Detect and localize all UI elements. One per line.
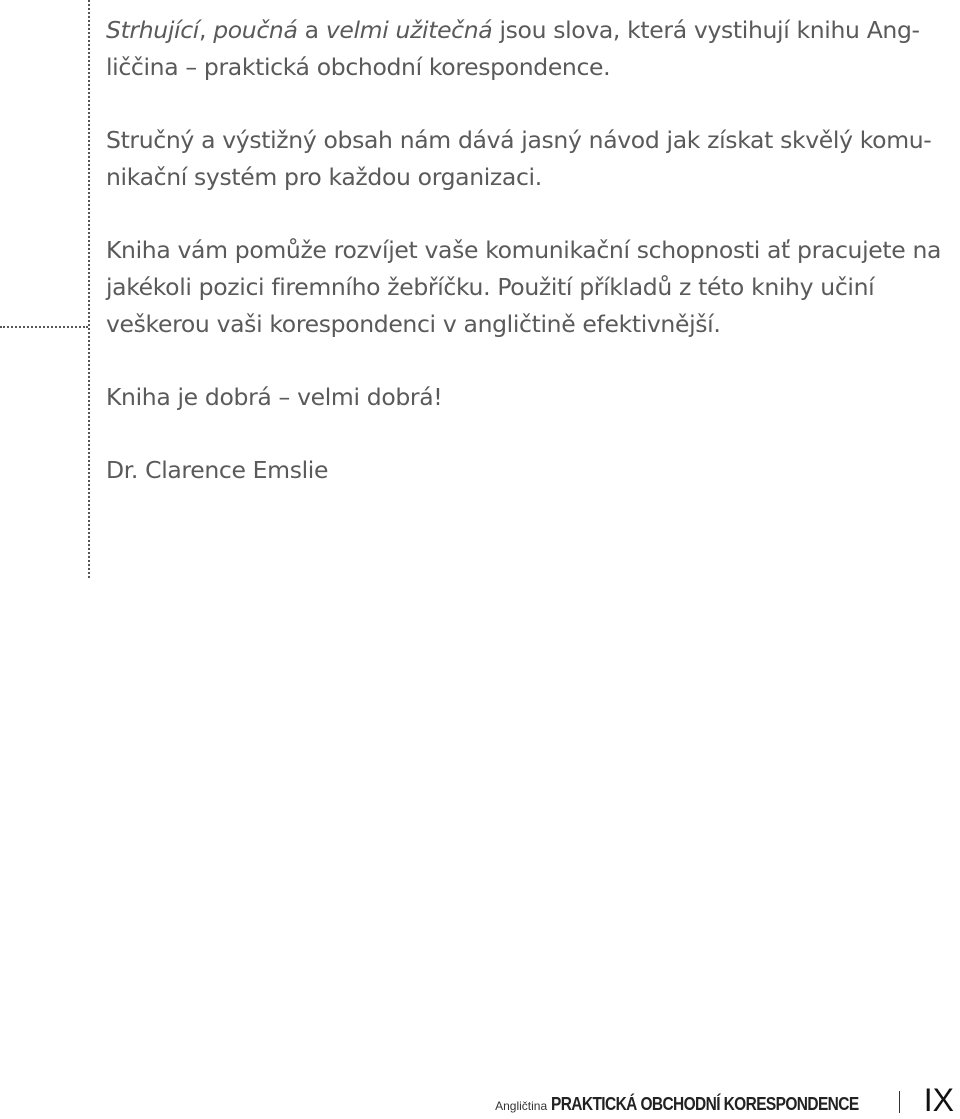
paragraph-3: Kniha vám pomůže rozvíjet vaše komunikační schopnosti ať pracujete na jakékoli pozici firemního žebříčku. Použití příkladů z této knihy učiní veškerou vaši korespondenci v angličtině efektivnější. — [106, 236, 942, 338]
footer-separator — [899, 1091, 900, 1113]
paragraph-2: Stručný a výstižný obsah nám dává jasný návod jak získat skvělý komu-nikační systém pro každou organizaci. — [106, 126, 932, 191]
horizontal-dotted-rule — [0, 326, 88, 328]
emphasis-2: poučná — [213, 16, 298, 44]
footer-subject: Angličtina — [495, 1099, 548, 1113]
text-3: jsou slova, která vystihují knihu Ang-liččina – praktická obchodní korespondence. — [106, 16, 920, 81]
signature: Dr. Clarence Emslie — [106, 456, 329, 484]
page-footer — [495, 1081, 954, 1117]
footer-book-title: PRAKTICKÁ OBCHODNÍ KORESPONDENCE — [551, 1094, 859, 1114]
emphasis-3: velmi užitečná — [325, 16, 493, 44]
emphasis-1: Strhující — [106, 16, 199, 44]
paragraph-1 — [106, 12, 952, 86]
page-number: IX — [923, 1082, 954, 1118]
text-2: a — [297, 16, 326, 44]
foreword-text — [106, 12, 952, 525]
paragraph-4: Kniha je dobrá – velmi dobrá! — [106, 383, 443, 411]
vertical-dotted-rule — [88, 0, 90, 578]
text-1: , — [198, 16, 214, 44]
